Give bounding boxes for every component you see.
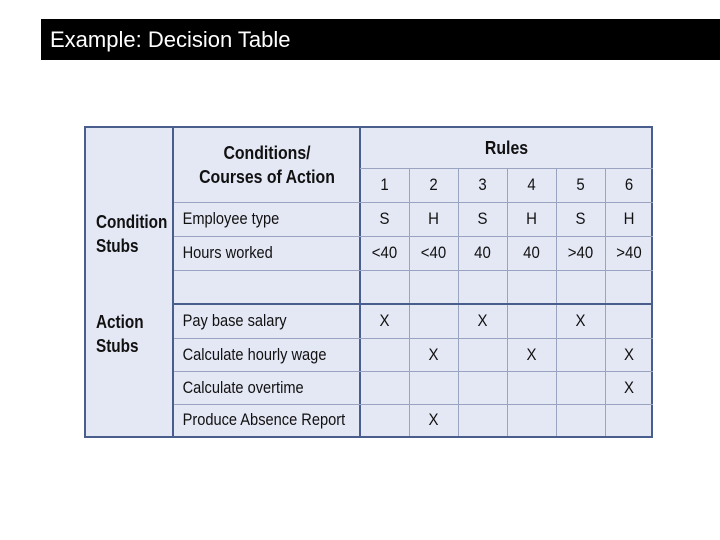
condition-label: Hours worked: [182, 243, 273, 262]
rule-number: 1: [380, 175, 389, 194]
action-label: Pay base salary: [182, 311, 287, 330]
action-value: X: [624, 344, 634, 364]
action-value: X: [624, 377, 634, 397]
grid-line-v: [556, 168, 557, 436]
slide-title: Example: Decision Table: [41, 19, 720, 60]
conditions-header-line1: Conditions/: [223, 143, 311, 163]
condition-value: 40: [523, 243, 540, 262]
action-value: [559, 404, 602, 436]
condition-stubs-line1: Condition: [96, 212, 168, 232]
action-value: X: [526, 344, 537, 364]
action-value: [461, 338, 504, 371]
condition-value: H: [428, 209, 439, 228]
action-stubs-line2: Stubs: [96, 336, 139, 356]
action-label: Calculate hourly wage: [182, 344, 327, 364]
decision-table: [84, 126, 653, 438]
action-value: [363, 338, 406, 371]
rule-number: 4: [527, 175, 536, 194]
rule-number: 2: [429, 175, 438, 194]
action-value: [510, 404, 553, 436]
action-value: X: [428, 344, 439, 364]
action-value: X: [379, 311, 390, 330]
condition-value: <40: [371, 243, 398, 262]
rule-number: 5: [576, 175, 585, 194]
condition-value: S: [379, 209, 390, 228]
condition-stubs-line2: Stubs: [96, 236, 139, 256]
grid-line-v: [605, 168, 606, 436]
condition-value: >40: [616, 243, 642, 262]
action-value: [608, 404, 650, 436]
condition-value: >40: [567, 243, 594, 262]
condition-value: H: [526, 209, 537, 228]
action-value: X: [428, 410, 439, 429]
action-value: [559, 371, 602, 404]
rule-number: 3: [478, 175, 487, 194]
action-value: [461, 371, 504, 404]
action-label: Produce Absence Report: [182, 410, 346, 429]
condition-stubs-label: [96, 210, 167, 258]
grid-line-h: [174, 270, 653, 271]
action-value: [510, 304, 553, 338]
action-label: Calculate overtime: [182, 377, 304, 397]
action-value: X: [477, 311, 488, 330]
condition-value: S: [477, 209, 488, 228]
action-value: [510, 371, 553, 404]
rules-header: Rules: [484, 137, 529, 158]
grid-line-v: [409, 168, 410, 436]
grid-line-v: [507, 168, 508, 436]
grid-line-v: [458, 168, 459, 436]
action-stubs-line1: Action: [96, 312, 144, 332]
grid-line-v: [359, 128, 361, 436]
action-stubs-label: [96, 310, 144, 358]
condition-value: S: [575, 209, 586, 228]
action-value: [461, 404, 504, 436]
conditions-header: [185, 128, 349, 202]
action-value: X: [575, 311, 586, 330]
rule-number: 6: [624, 175, 634, 194]
condition-label: Employee type: [182, 209, 280, 228]
action-value: [363, 404, 406, 436]
action-value: [412, 304, 455, 338]
condition-value: 40: [474, 243, 491, 262]
condition-value: H: [623, 209, 635, 228]
action-value: [559, 338, 602, 371]
action-value: [608, 304, 650, 338]
conditions-header-line2: Courses of Action: [199, 167, 335, 187]
action-value: [363, 371, 406, 404]
action-value: [412, 371, 455, 404]
condition-value: <40: [420, 243, 447, 262]
